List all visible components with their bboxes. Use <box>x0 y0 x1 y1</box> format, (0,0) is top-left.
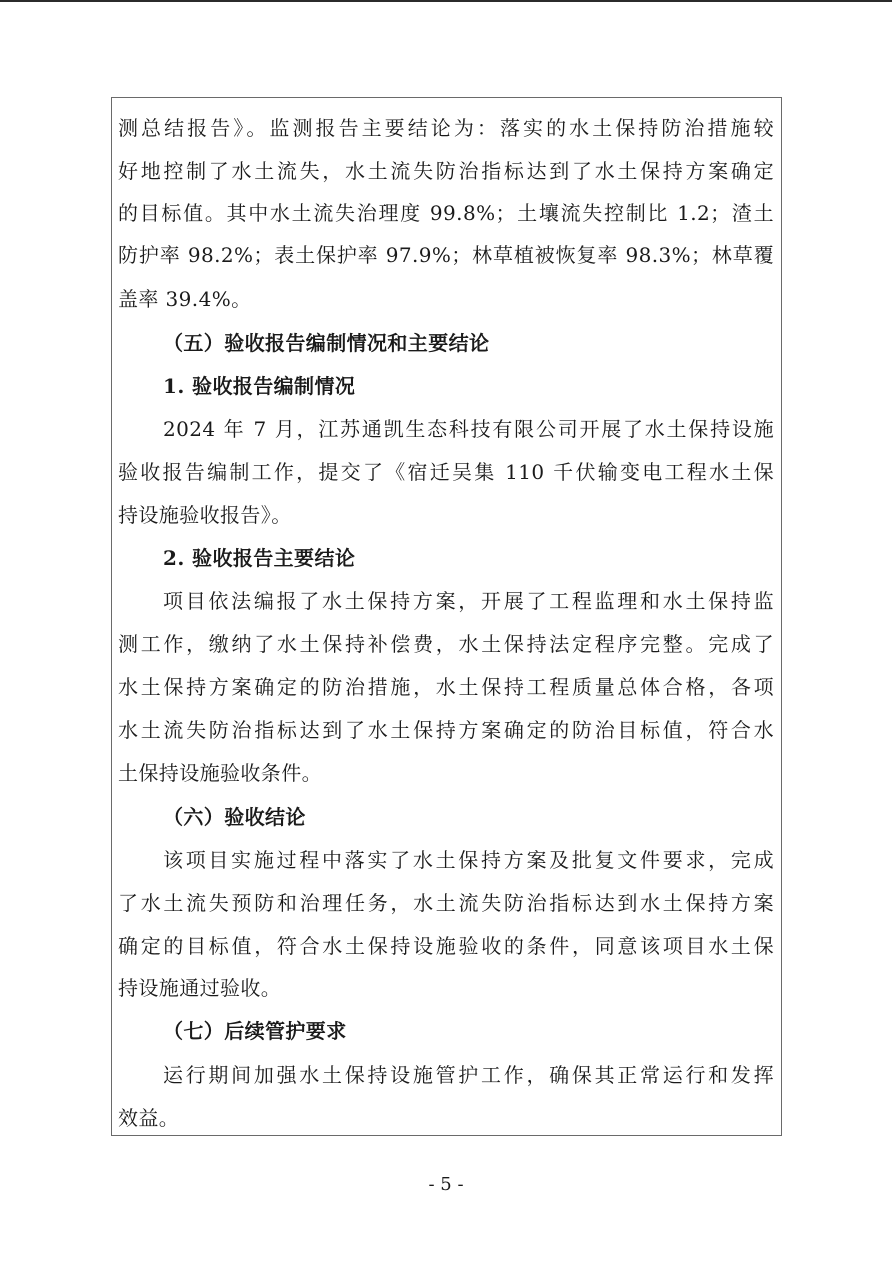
section-7-line-2: 效益。 <box>118 1106 180 1130</box>
top-border-line <box>0 0 892 2</box>
section-5-sub1-line-3: 持设施验收报告》。 <box>118 503 292 527</box>
section-5-sub2-line-5: 土保持设施验收条件。 <box>118 761 322 785</box>
section-7-heading: （七）后续管护要求 <box>163 1019 347 1043</box>
section-6-line-3: 确定的目标值，符合水土保持设施验收的条件，同意该项目水土保 <box>118 934 774 958</box>
section-5-sub2-line-1: 项目依法编报了水土保持方案，开展了工程监理和水土保持监 <box>163 589 774 613</box>
monitoring-line-3: 的目标值。其中水土流失治理度 99.8%；土壤流失控制比 1.2；渣土 <box>118 201 774 225</box>
section-5-heading: （五）验收报告编制情况和主要结论 <box>163 331 490 355</box>
section-5-sub2-heading: 2. 验收报告主要结论 <box>163 546 356 570</box>
section-7-line-1: 运行期间加强水土保持设施管护工作，确保其正常运行和发挥 <box>163 1063 774 1087</box>
section-6-heading: （六）验收结论 <box>163 805 306 829</box>
section-5-sub2-line-2: 测工作，缴纳了水土保持补偿费，水土保持法定程序完整。完成了 <box>118 632 774 656</box>
monitoring-line-2: 好地控制了水土流失，水土流失防治指标达到了水土保持方案确定 <box>118 159 774 183</box>
section-5-sub2-line-3: 水土保持方案确定的防治措施，水土保持工程质量总体合格，各项 <box>118 675 774 699</box>
section-6-line-2: 了水土流失预防和治理任务，水土流失防治指标达到水土保持方案 <box>118 891 774 915</box>
monitoring-line-4: 防护率 98.2%；表土保护率 97.9%；林草植被恢复率 98.3%；林草覆 <box>118 243 774 267</box>
section-5-sub1-line-2: 验收报告编制工作，提交了《宿迁吴集 110 千伏输变电工程水土保 <box>118 460 774 484</box>
section-5-sub2-line-4: 水土流失防治指标达到了水土保持方案确定的防治目标值，符合水 <box>118 718 774 742</box>
section-5-sub1-line-1: 2024 年 7 月，江苏通凯生态科技有限公司开展了水土保持设施 <box>163 417 774 441</box>
section-5-sub1-heading: 1. 验收报告编制情况 <box>163 374 356 398</box>
monitoring-line-5: 盖率 39.4%。 <box>118 287 252 311</box>
section-6-line-1: 该项目实施过程中落实了水土保持方案及批复文件要求，完成 <box>163 848 774 872</box>
section-6-line-4: 持设施通过验收。 <box>118 976 282 1000</box>
page-number: - 5 - <box>428 1174 464 1195</box>
monitoring-line-1: 测总结报告》。监测报告主要结论为：落实的水土保持防治措施较 <box>118 116 774 140</box>
